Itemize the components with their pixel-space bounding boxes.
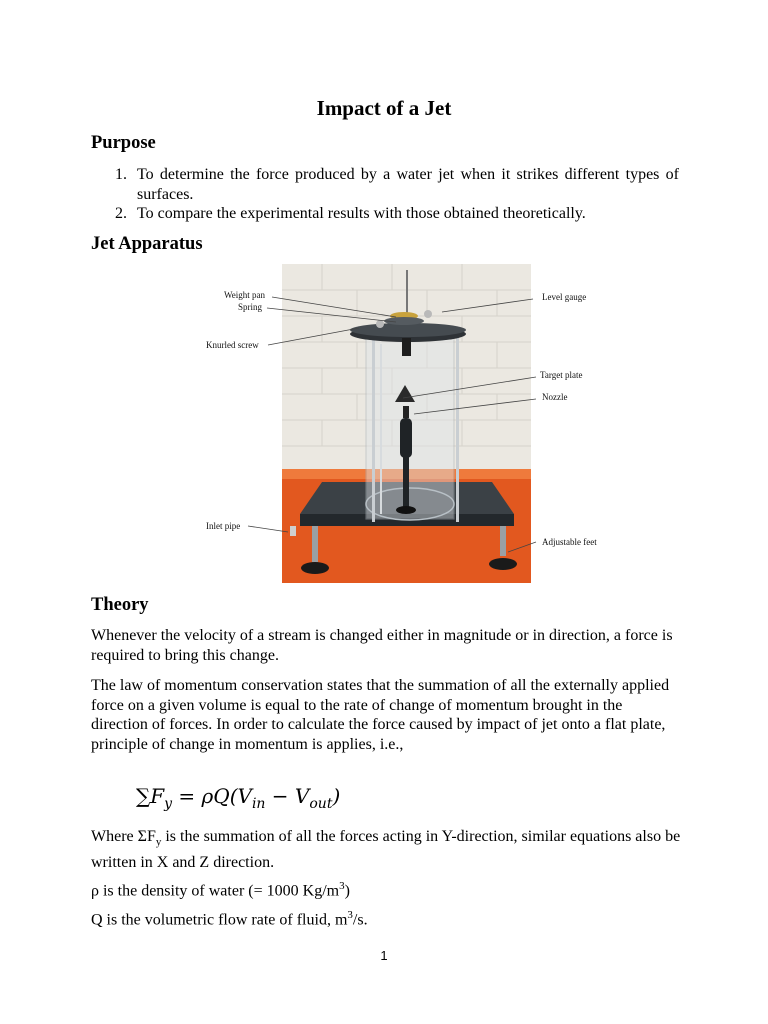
label-level-gauge: Level gauge — [542, 292, 587, 302]
page-title: Impact of a Jet — [316, 96, 452, 120]
theory-heading: Theory — [91, 595, 149, 615]
momentum-equation: $\sum F_y = \rho Q(V_{in} - V_{out})$ — [136, 784, 341, 812]
purpose-list — [91, 165, 679, 224]
callout-leader-lines — [96, 262, 688, 584]
label-weight-pan: Weight pan — [224, 290, 266, 300]
label-inlet-pipe: Inlet pipe — [206, 521, 241, 531]
rho-definition: ρ is the density of water (= 1000 $Kg/m^3$) — [91, 880, 350, 900]
apparatus-heading: Jet Apparatus — [91, 234, 203, 254]
apparatus-figure — [96, 262, 688, 584]
theory-paragraph-1: Whenever the velocity of a stream is changed either in magnitude or in direction, a force is required to bring this change. — [91, 627, 673, 664]
list-item: 2. To compare the experimental results with those obtained theoretically. — [115, 205, 586, 222]
list-item: 1. To determine the force produced by a water jet when it strikes different types of surfaces. — [115, 166, 679, 203]
page-number: 1 — [380, 948, 388, 963]
label-nozzle: Nozzle — [542, 392, 568, 402]
label-knurled-screw: Knurled screw — [206, 340, 259, 350]
label-adjustable-feet: Adjustable feet — [542, 537, 597, 547]
q-definition: Q is the volumetric flow rate of fluid, $m^3/s$. — [91, 909, 368, 929]
theory-paragraph-2: The law of momentum conservation states that the summation of all the externally applied force on a given volume is equal to the rate of change of momentum brought in the direction of forces. In order to calculate the force caused by impact of jet onto a flat plate, principle of change in momentum is applies, i.e., — [91, 677, 670, 753]
label-spring: Spring — [238, 302, 263, 312]
label-target-plate: Target plate — [540, 370, 583, 380]
purpose-heading: Purpose — [91, 133, 156, 153]
theory-paragraph-3: Where $\Sigma F_y$ is the summation of all the forces acting in Y-direction, similar equations also be written in X and Z direction. — [91, 828, 681, 871]
